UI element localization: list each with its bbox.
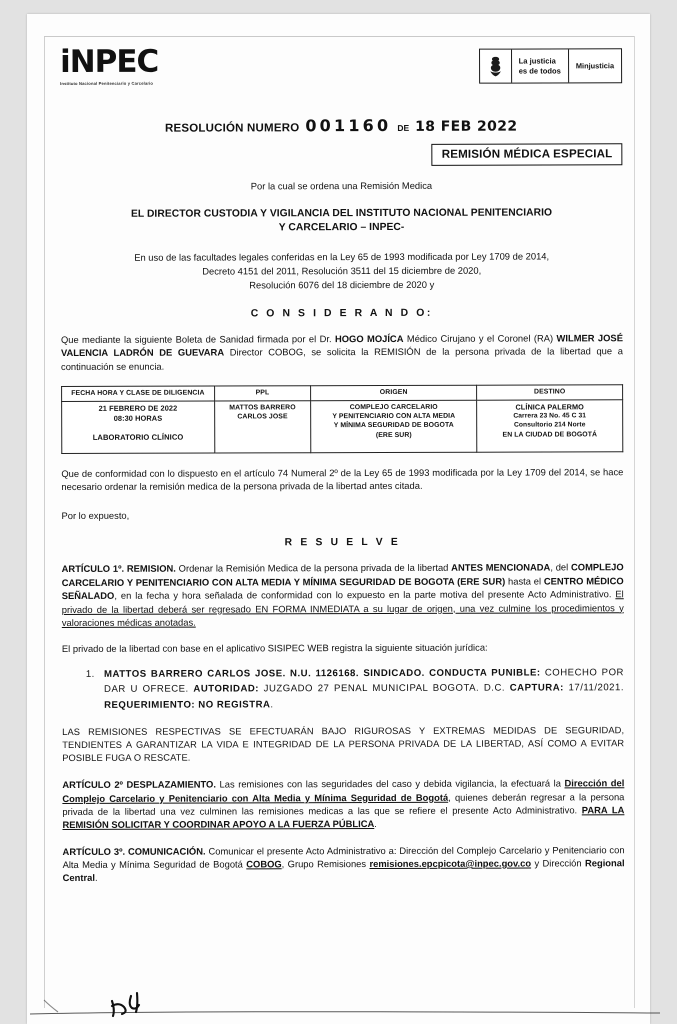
situacion-conducta: COHECHO POR DAR U OFRECE. [104, 666, 624, 695]
considerando-text-2: Médico Cirujano y el Coronel (RA) [403, 332, 557, 345]
situacion-juridica-list [62, 665, 624, 713]
situacion-requerimiento-label: REQUERIMIENTO: [104, 699, 196, 711]
resolution-label: RESOLUCIÓN NUMERO [164, 122, 300, 135]
authority-line-2: Y CARCELARIO – INPEC- [278, 221, 405, 234]
gov-slogan-line2: es de todos [518, 65, 561, 76]
considerando-text-3: Director COBOG, se solicita la REMISIÓN de la persona privada de la libertad que a continuación se enuncia. [60, 345, 623, 372]
coat-of-arms-icon [480, 50, 511, 83]
articulo-3-t2: , Grupo Remisiones [281, 857, 370, 870]
articulo-1-b2: COMPLEJO CARCELARIO Y PENITENCIARIO CON ALTA MEDIA Y MÍNIMA SEGURIDAD DE BOGOTA (ERE SUR) [61, 561, 624, 588]
situacion-requerimiento: NO REGISTRA [195, 698, 271, 711]
articulo-1-t3: hasta el [505, 575, 544, 587]
situacion-nombre: MATTOS BARRERO CARLOS JOSE. N.U. 1126168. SINDICADO. CONDUCTA PUNIBLE: [103, 667, 541, 680]
articulo-3-regional: Regional Central [62, 857, 625, 884]
document-header [60, 42, 622, 100]
considerando-heading: C O N S I D E R A N D O: [250, 308, 434, 320]
articulo-1-t2: , del [550, 561, 572, 573]
inpec-logo [60, 44, 158, 86]
inpec-logo-text: iNPEC [60, 43, 159, 80]
origen-line-3: Y MÍNIMA SEGURIDAD DE BOGOTA [333, 422, 454, 430]
table-header-destino: DESTINO [477, 384, 623, 400]
ministry-text: Minjusticia [575, 61, 615, 71]
articulo-1-b1: ANTES MENCIONADA [451, 561, 551, 574]
origen-line-4: (ERE SUR) [375, 431, 412, 439]
sisipec-intro: El privado de la libertad con base en el aplicativo SISIPEC WEB registra la siguiente situación jurídica: [61, 641, 488, 655]
resuelve-heading: R E S U E L V E [284, 537, 401, 549]
resolution-date: 18 FEB 2022 [415, 118, 518, 135]
government-branding [479, 48, 623, 83]
articulo-1-t4: , en la fecha y hora señalada de conformidad con lo expuesto en la parte motiva del presente Acto Administrativo. [114, 588, 616, 601]
articulo-1 [62, 561, 624, 629]
remission-table [61, 384, 623, 454]
cell-hora: 08:30 HORAS [113, 413, 163, 423]
ministry-label [569, 49, 621, 82]
resolution-line [60, 115, 622, 136]
considerando-paragraph [61, 331, 623, 372]
destino-ciudad: EN LA CIUDAD DE BOGOTÁ [502, 430, 598, 439]
articulo-3-cobog: COBOG [246, 858, 282, 870]
considerando-after-table: Que de conformidad con lo dispuesto en el artículo 74 Numeral 2º de la Ley 65 de 1993 modificada por la Ley 1709 del 2014, se hace necesario ordenar la remisión medica de la persona privada de la libertad antes citada. [61, 466, 624, 493]
articulo-3-t4: . [94, 872, 98, 884]
page-border-right [634, 36, 635, 1008]
legal-basis-line-1: En uso de las facultades legales conferidas en la Ley 65 de 1993 modificada por Ley 1709 de 2014, [134, 250, 550, 264]
articulo-3 [63, 843, 625, 885]
resolution-subtitle: Por la cual se ordena una Remisión Medica [250, 179, 433, 192]
gov-slogan [512, 49, 568, 82]
situacion-autoridad-label: AUTORIDAD: [193, 683, 260, 695]
por-lo-expuesto: Por lo expuesto, [61, 510, 130, 522]
table-header-fecha: FECHA HORA Y CLASE DE DILIGENCIA [62, 386, 215, 402]
situacion-captura-label: CAPTURA: [509, 682, 564, 694]
table-row [62, 400, 623, 454]
considerando-text-1: Que mediante la siguiente Boleta de Sanidad firmada por el Dr. [60, 333, 335, 346]
table-header-ppl: PPL [214, 385, 311, 401]
origen-line-2: Y PENITENCIARIO CON ALTA MEDIA [332, 412, 456, 421]
document-content [60, 42, 625, 884]
destino-direccion: Carrera 23 No. 45 C 31 [513, 412, 587, 420]
articulo-2-t1: Las remisiones con las seguridades del caso y debida vigilancia, la efectuará la [215, 777, 565, 790]
resolution-number: 001160 [305, 115, 392, 136]
articulo-1-label: ARTÍCULO 1º. REMISION. [61, 563, 176, 575]
articulo-2 [62, 776, 624, 831]
articulo-1-b3: CENTRO MÉDICO SEÑALADO [61, 575, 624, 602]
articulo-2-direccion: Dirección del Complejo Carcelario y Penitenciario con Alta Media y Mínima Seguridad de Bogotá [62, 777, 625, 804]
articulo-2-t3: . [374, 818, 377, 830]
articulo-3-t1: Comunicar el presente Acto Administrativo a: Dirección del Complejo Carcelario y Penitenciario con Alta Media y Mínima Seguridad de Bogotá [62, 843, 625, 870]
contact-email[interactable]: remisiones.epcpicota@inpec.gov.co [369, 857, 532, 869]
legal-basis [61, 250, 623, 293]
ppl-nombres: CARLOS JOSE [237, 413, 288, 421]
page-border-top [44, 36, 634, 37]
stamp-row [60, 143, 622, 167]
coronel-name: WILMER JOSÉ VALENCIA LADRÓN DE GUEVARA [60, 332, 623, 359]
table-header-row [62, 384, 623, 401]
origen-line-1: COMPLEJO CARCELARIO [349, 403, 438, 412]
destino-consultorio: Consultorio 214 Norte [513, 420, 586, 429]
issuing-authority [61, 206, 623, 235]
articulo-3-t3: y Dirección [531, 857, 585, 869]
articulo-2-t2: , quienes deberán regresar a la persona privada de la libertad una vez culminen las remisiones medicas a las que se refiere el presente Acto Administrativo. [62, 790, 625, 817]
articulo-2-label: ARTÍCULO 2º DESPLAZAMIENTO. [62, 778, 216, 791]
cell-ppl [214, 401, 311, 453]
legal-basis-line-3: Resolución 6076 del 18 diciembre de 2020 y [249, 278, 435, 291]
list-item [98, 665, 624, 713]
situacion-autoridad: JUZGADO 27 PENAL MUNICIPAL BOGOTA. D.C. [258, 682, 510, 695]
destino-clinica: CLÍNICA PALERMO [515, 402, 584, 412]
authority-line-1: EL DIRECTOR CUSTODIA Y VIGILANCIA DEL INSTITUTO NACIONAL PENITENCIARIO [130, 207, 553, 220]
ppl-apellidos: MATTOS BARRERO [229, 404, 296, 412]
stamp-title: REMISIÓN MÉDICA ESPECIAL [432, 143, 623, 166]
cell-fecha: 21 FEBRERO DE 2022 [98, 403, 178, 413]
legal-basis-line-2: Decreto 4151 del 2011, Resolución 3511 del 15 diciembre de 2020, [202, 264, 482, 277]
table-header-origen: ORIGEN [311, 385, 477, 401]
situacion-punto: . [270, 698, 274, 710]
inpec-logo-subtitle: Instituto Nacional Penitenciario y Carcelario [60, 80, 154, 86]
articulo-2-fuerza-publica: PARA LA REMISIÓN SOLICITAR Y COORDINAR APOYO A LA FUERZA PÚBLICA [62, 804, 625, 831]
cell-origen [311, 400, 477, 453]
articulo-3-label: ARTÍCULO 3º. COMUNICACIÓN. [62, 845, 206, 857]
situacion-captura: 17/11/2021. [563, 682, 625, 694]
gov-slogan-line1: La justicia [518, 56, 556, 66]
page-border-left [44, 36, 45, 1008]
articulo-1-underlined: El privado de la libertad deberá ser regresado EN FORMA INMEDIATA a su lugar de origen, una vez culmine los procedimientos y valoraciones médicas anotadas. [61, 588, 624, 628]
cell-clase-diligencia: LABORATORIO CLÍNICO [92, 432, 184, 442]
cell-destino [477, 400, 623, 452]
medidas-seguridad: LAS REMISIONES RESPECTIVAS SE EFECTUARÁN BAJO RIGUROSAS Y EXTREMAS MEDIDAS DE SEGURIDAD, TENDIENTES A GARANTIZAR LA VIDA E INTEGRIDAD DE LA PERSONA PRIVADA DE LA LIBERTAD, ASÍ COMO A EVITAR POSIBLE FUGA O RESCATE. [62, 725, 625, 764]
document-page [27, 14, 650, 1024]
doctor-name: HOGO MOJÍCA [334, 333, 404, 345]
resolution-de: DE [397, 122, 410, 133]
cell-fecha-hora-clase [62, 401, 215, 453]
articulo-1-t1: Ordenar la Remisión Medica de la persona privada de la libertad [175, 562, 452, 575]
